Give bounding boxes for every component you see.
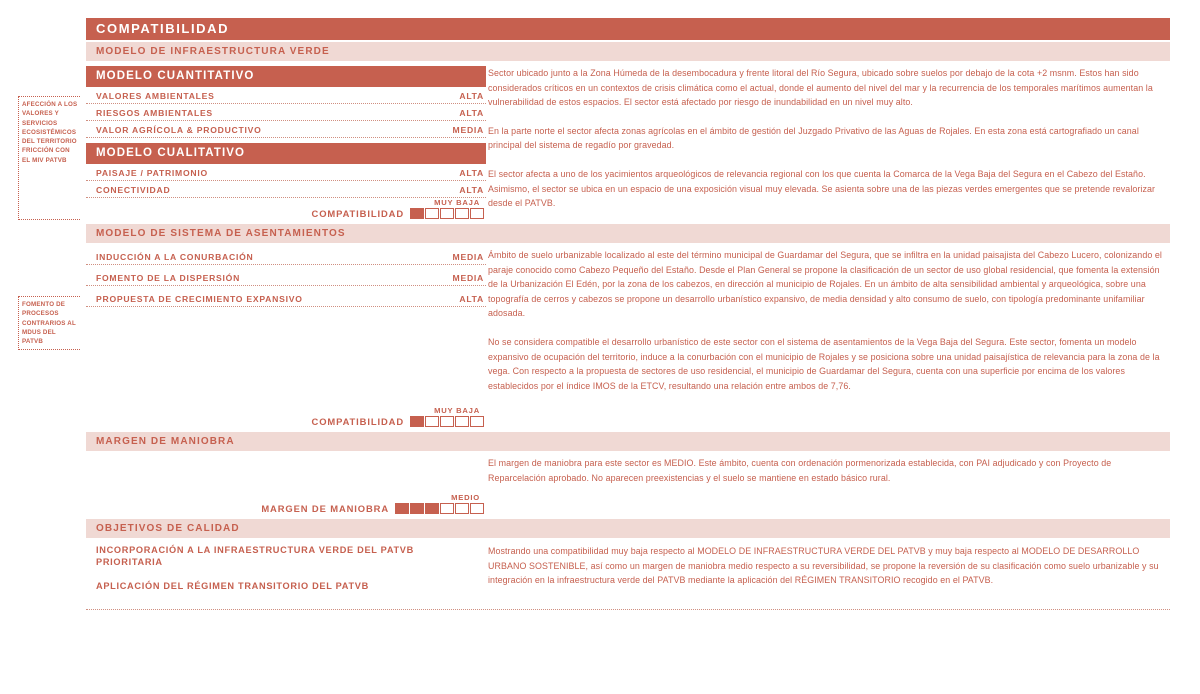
meter-cell <box>425 208 439 219</box>
table-row <box>86 121 486 138</box>
meter-cell <box>455 208 469 219</box>
paragraph: Mostrando una compatibilidad muy baja respecto al MODELO DE INFRAESTRUCTURA VERDE DEL PATVB y muy baja respecto al MODELO DE DESARROLLO URBANO SOSTENIBLE, así como un margen de maniobra medio respecto a su reversibilidad, se propone la reversión de su clasificación como suelo urbanizable y su integración en la infraestructura verde del PATVB mediante la aplicación del RÉGIMEN TRANSITORIO recogido en el PATVB. <box>488 546 1159 586</box>
margen-meter-label: MARGEN DE MANIOBRA <box>261 503 389 514</box>
description-objetivos-calidad <box>486 538 1170 603</box>
table-row <box>86 87 486 104</box>
description-margen-maniobra <box>486 456 1170 514</box>
margen-meter <box>395 503 484 514</box>
table-row <box>86 248 486 265</box>
indicator-value: MEDIA <box>452 273 484 283</box>
indicator-label: FOMENTO DE LA DISPERSIÓN <box>96 273 241 283</box>
meter-cell <box>470 208 484 219</box>
description-sistema-asentamientos <box>486 248 1170 427</box>
indicator-label: INDUCCIÓN A LA CONURBACIÓN <box>96 252 254 262</box>
section-body-infraestructura-verde <box>86 66 1170 219</box>
meter-cell <box>425 503 439 514</box>
section-header-margen-maniobra: MARGEN DE MANIOBRA <box>86 432 1170 451</box>
meter-cell <box>425 416 439 427</box>
section-header-infraestructura-verde: MODELO DE INFRAESTRUCTURA VERDE <box>86 42 1170 61</box>
page-title: COMPATIBILIDAD <box>86 18 1170 40</box>
indicators-margen-maniobra <box>86 456 486 514</box>
subsection-header-cuantitativo: MODELO CUANTITATIVO <box>86 66 486 87</box>
table-row <box>86 286 486 307</box>
paragraph: Sector ubicado junto a la Zona Húmeda de la desembocadura y frente litoral del Río Segura, ubicado sobre suelos por debajo de la cota +2 msnm. Estos han sido considerados críticos en un contextos de crisis climática como el actual, donde el aumento del nivel del mar y la recurrencia de los temporales marítimos aumentan la vulnerabilidad de estos espacios. El sector está afectado por riesgo de inundabilidad en un nivel muy alto. <box>488 68 1153 108</box>
meter-cell <box>455 503 469 514</box>
subsection-header-cualitativo: MODELO CUALITATIVO <box>86 143 486 164</box>
indicator-value: ALTA <box>459 108 484 118</box>
meter-cell <box>470 503 484 514</box>
paragraph: No se considera compatible el desarrollo urbanístico de este sector con el sistema de asentamientos de la Vega Baja del Segura. Este sector, fomenta un modelo expansivo de ocupación del territorio, induce a la conurbación con el municipio de Rojales y se posiciona sobre una unidad paisajística de relevancia para la zona de la vega. Con respecto a la propuesta de sectores de uso residencial, el municipio de Guardamar del Segura, cuenta con una superficie por encima de los valores establecidos por el índice IMOS de la ETCV, resultando una relación entre ambos de 7,76. <box>488 336 1160 391</box>
table-row <box>86 164 486 181</box>
indicator-value: MEDIA <box>452 125 484 135</box>
indicator-value: ALTA <box>459 91 484 101</box>
indicator-label: RIESGOS AMBIENTALES <box>96 108 213 118</box>
meter-cell <box>440 416 454 427</box>
meter-cell <box>410 208 424 219</box>
compatibility-rating-caption-iv: MUY BAJA <box>434 198 480 207</box>
paragraph: El sector afecta a uno de los yacimientos arqueológicos de relevancia regional con los que cuenta la Comarca de la Vega Baja del Segura en el Cabezo del Estaño. Asimismo, el sector se ubica en un espacio de una exposición visual muy elevada. Se asienta sobre una de las piezas verdes emergentes que se pretende revalorizar desde el PATVB. <box>488 168 1156 209</box>
meter-cell <box>395 503 409 514</box>
meter-cell <box>440 208 454 219</box>
meter-cell <box>440 503 454 514</box>
indicator-value: ALTA <box>459 185 484 195</box>
indicator-label: PROPUESTA DE CRECIMIENTO EXPANSIVO <box>96 294 303 304</box>
meter-cell <box>455 416 469 427</box>
section-body-sistema-asentamientos <box>86 248 1170 427</box>
side-note-mdus-friction: FOMENTO DE PROCESOS CONTRARIOS AL MDUS DEL PATVB <box>18 296 80 350</box>
section-body-margen-maniobra <box>86 456 1170 514</box>
objetivos-list <box>86 538 486 603</box>
compatibility-meter-sa <box>410 416 484 427</box>
section-body-objetivos-calidad <box>86 538 1170 603</box>
compatibility-meter-label-sa: COMPATIBILIDAD <box>311 416 404 427</box>
bottom-divider <box>86 609 1170 610</box>
paragraph: En la parte norte el sector afecta zonas agrícolas en el ámbito de gestión del Juzgado Privativo de las Aguas de Rojales. En esta zona está cartografiado un canal principal del sistema de regadío por gravedad. <box>488 125 1139 151</box>
indicator-value: ALTA <box>459 168 484 178</box>
paragraph: Ámbito de suelo urbanizable localizado al este del término municipal de Guardamar del Segura, que se infiltra en la unidad paisajista del Cabezo Lucero, colonizando el paraje conocido como Cabezo Pequeño del Estaño. Desde el Plan General se propone la clasificación de un sector de uso global residencial, que fomenta la extensión de la Urbanización El Edén, por la zona de los cabezos, en dirección al municipio de Rojales. En un ámbito de alta sensibilidad ambiental y arqueológica, sobre una topografía de cerros y cabezos se propone un desarrollo urbanístico expansivo, de media densidad y alto consumo de suelo, con tipología predominante unifamiliar adosada. <box>488 250 1162 319</box>
indicator-label: PAISAJE / PATRIMONIO <box>96 168 208 178</box>
objetivo-item: INCORPORACIÓN A LA INFRAESTRUCTURA VERDE DEL PATVB PRIORITARIA <box>96 545 414 568</box>
compatibility-meter-iv <box>410 208 484 219</box>
paragraph: El margen de maniobra para este sector es MEDIO. Este ámbito, cuenta con ordenación pormenorizada establecida, con PAI adjudicado y con Proyecto de Reparcelación aprobado. No aparecen preexistencias y el suelo se mantiene en estado básico rural. <box>488 458 1112 483</box>
section-header-objetivos-calidad: OBJETIVOS DE CALIDAD <box>86 519 1170 538</box>
meter-cell <box>410 416 424 427</box>
margen-rating-caption: MEDIO <box>451 493 480 502</box>
indicator-value: MEDIA <box>452 252 484 262</box>
table-row <box>86 104 486 121</box>
section-header-sistema-asentamientos: MODELO DE SISTEMA DE ASENTAMIENTOS <box>86 224 1170 243</box>
meter-cell <box>410 503 424 514</box>
indicator-label: VALORES AMBIENTALES <box>96 91 215 101</box>
main-column <box>86 18 1170 610</box>
meter-cell <box>470 416 484 427</box>
indicators-sistema-asentamientos <box>86 248 486 427</box>
compatibility-meter-label-iv: COMPATIBILIDAD <box>311 208 404 219</box>
objetivo-item: APLICACIÓN DEL RÉGIMEN TRANSITORIO DEL PATVB <box>96 580 369 591</box>
side-note-ecosystem-values: AFECCIÓN A LOS VALORES Y SERVICIOS ECOSISTÉMICOS DEL TERRITORIO FRICCIÓN CON EL MIV PATVB <box>18 96 80 220</box>
indicator-label: CONECTIVIDAD <box>96 185 171 195</box>
table-row <box>86 265 486 286</box>
table-row <box>86 181 486 198</box>
indicators-infraestructura-verde <box>86 66 486 219</box>
compatibility-rating-caption-sa: MUY BAJA <box>434 406 480 415</box>
indicator-label: VALOR AGRÍCOLA & PRODUCTIVO <box>96 125 262 135</box>
indicator-value: ALTA <box>459 294 484 304</box>
description-infraestructura-verde <box>486 66 1170 219</box>
